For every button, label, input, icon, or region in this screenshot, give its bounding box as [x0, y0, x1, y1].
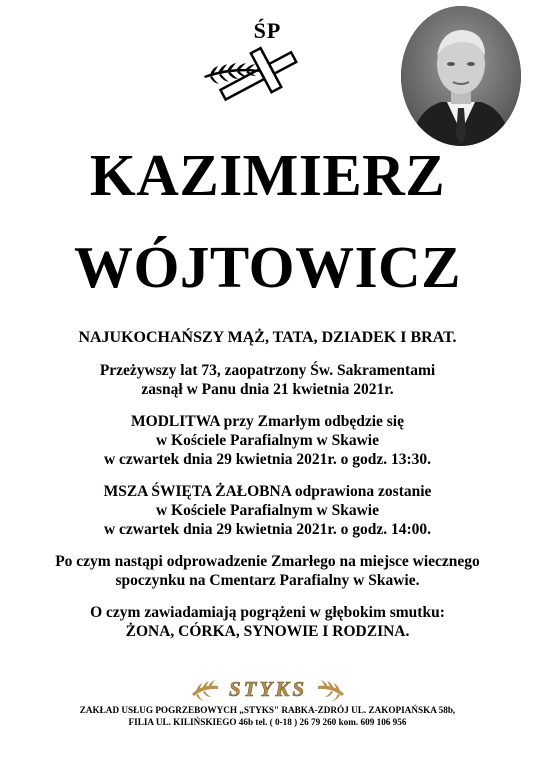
sp-heading: ŚP — [253, 18, 282, 43]
funeral-home-footer — [0, 704, 535, 728]
family-relations-subtitle: NAJUKOCHAŃSZY MĄŻ, TATA, DZIADEK I BRAT. — [78, 329, 457, 346]
paragraph-line: Przeżywszy lat 73, zaopatrzony Św. Sakramentami — [99, 362, 436, 379]
burial-info-paragraph — [0, 552, 535, 590]
cross-with-palm-icon — [200, 46, 305, 102]
deceased-portrait-photo — [401, 6, 521, 146]
prayer-info-paragraph — [0, 412, 535, 469]
paragraph-line: Po czym nastąpi odprowadzenie Zmarłego na miejsce wiecznego — [55, 553, 480, 570]
paragraph-line: zasnął w Panu dnia 21 kwietnia 2021r. — [141, 381, 394, 398]
paragraph-line: w czwartek dnia 29 kwietnia 2021r. o godz. 13:30. — [103, 451, 432, 468]
logo-text: STYKS — [228, 677, 308, 701]
paragraph-line: w czwartek dnia 29 kwietnia 2021r. o godz. 14:00. — [103, 521, 432, 538]
death-info-paragraph — [0, 361, 535, 399]
paragraph-line: MODLITWA przy Zmarłym odbędzie się — [131, 413, 404, 430]
styks-logo — [188, 672, 348, 706]
paragraph-line: MSZA ŚWIĘTA ŻAŁOBNA odprawiona zostanie — [103, 483, 432, 500]
paragraph-line: w Kościele Parafialnym w Skawie — [155, 502, 379, 519]
footer-address-line: ZAKŁAD USŁUG POGRZEBOWYCH „STYKS" RABKA-ZDRÓJ UL. ZAKOPIAŃSKA 58b, — [79, 705, 456, 715]
mourners-paragraph — [0, 603, 535, 641]
funeral-mass-paragraph — [0, 482, 535, 539]
paragraph-line: spoczynku na Cmentarz Parafialny w Skawie. — [115, 572, 420, 589]
deceased-first-name: KAZIMIERZ — [89, 142, 446, 208]
footer-contact-line: FILIA UL. KILIŃSKIEGO 46b tel. ( 0-18 ) 26 79 260 kom. 609 106 956 — [128, 717, 407, 727]
paragraph-line: w Kościele Parafialnym w Skawie — [155, 432, 379, 449]
paragraph-line: O czym zawiadamiają pogrążeni w głębokim smutku: — [90, 604, 445, 621]
paragraph-line: ŻONA, CÓRKA, SYNOWIE I RODZINA. — [125, 623, 410, 640]
deceased-last-name: WÓJTOWICZ — [74, 234, 461, 300]
